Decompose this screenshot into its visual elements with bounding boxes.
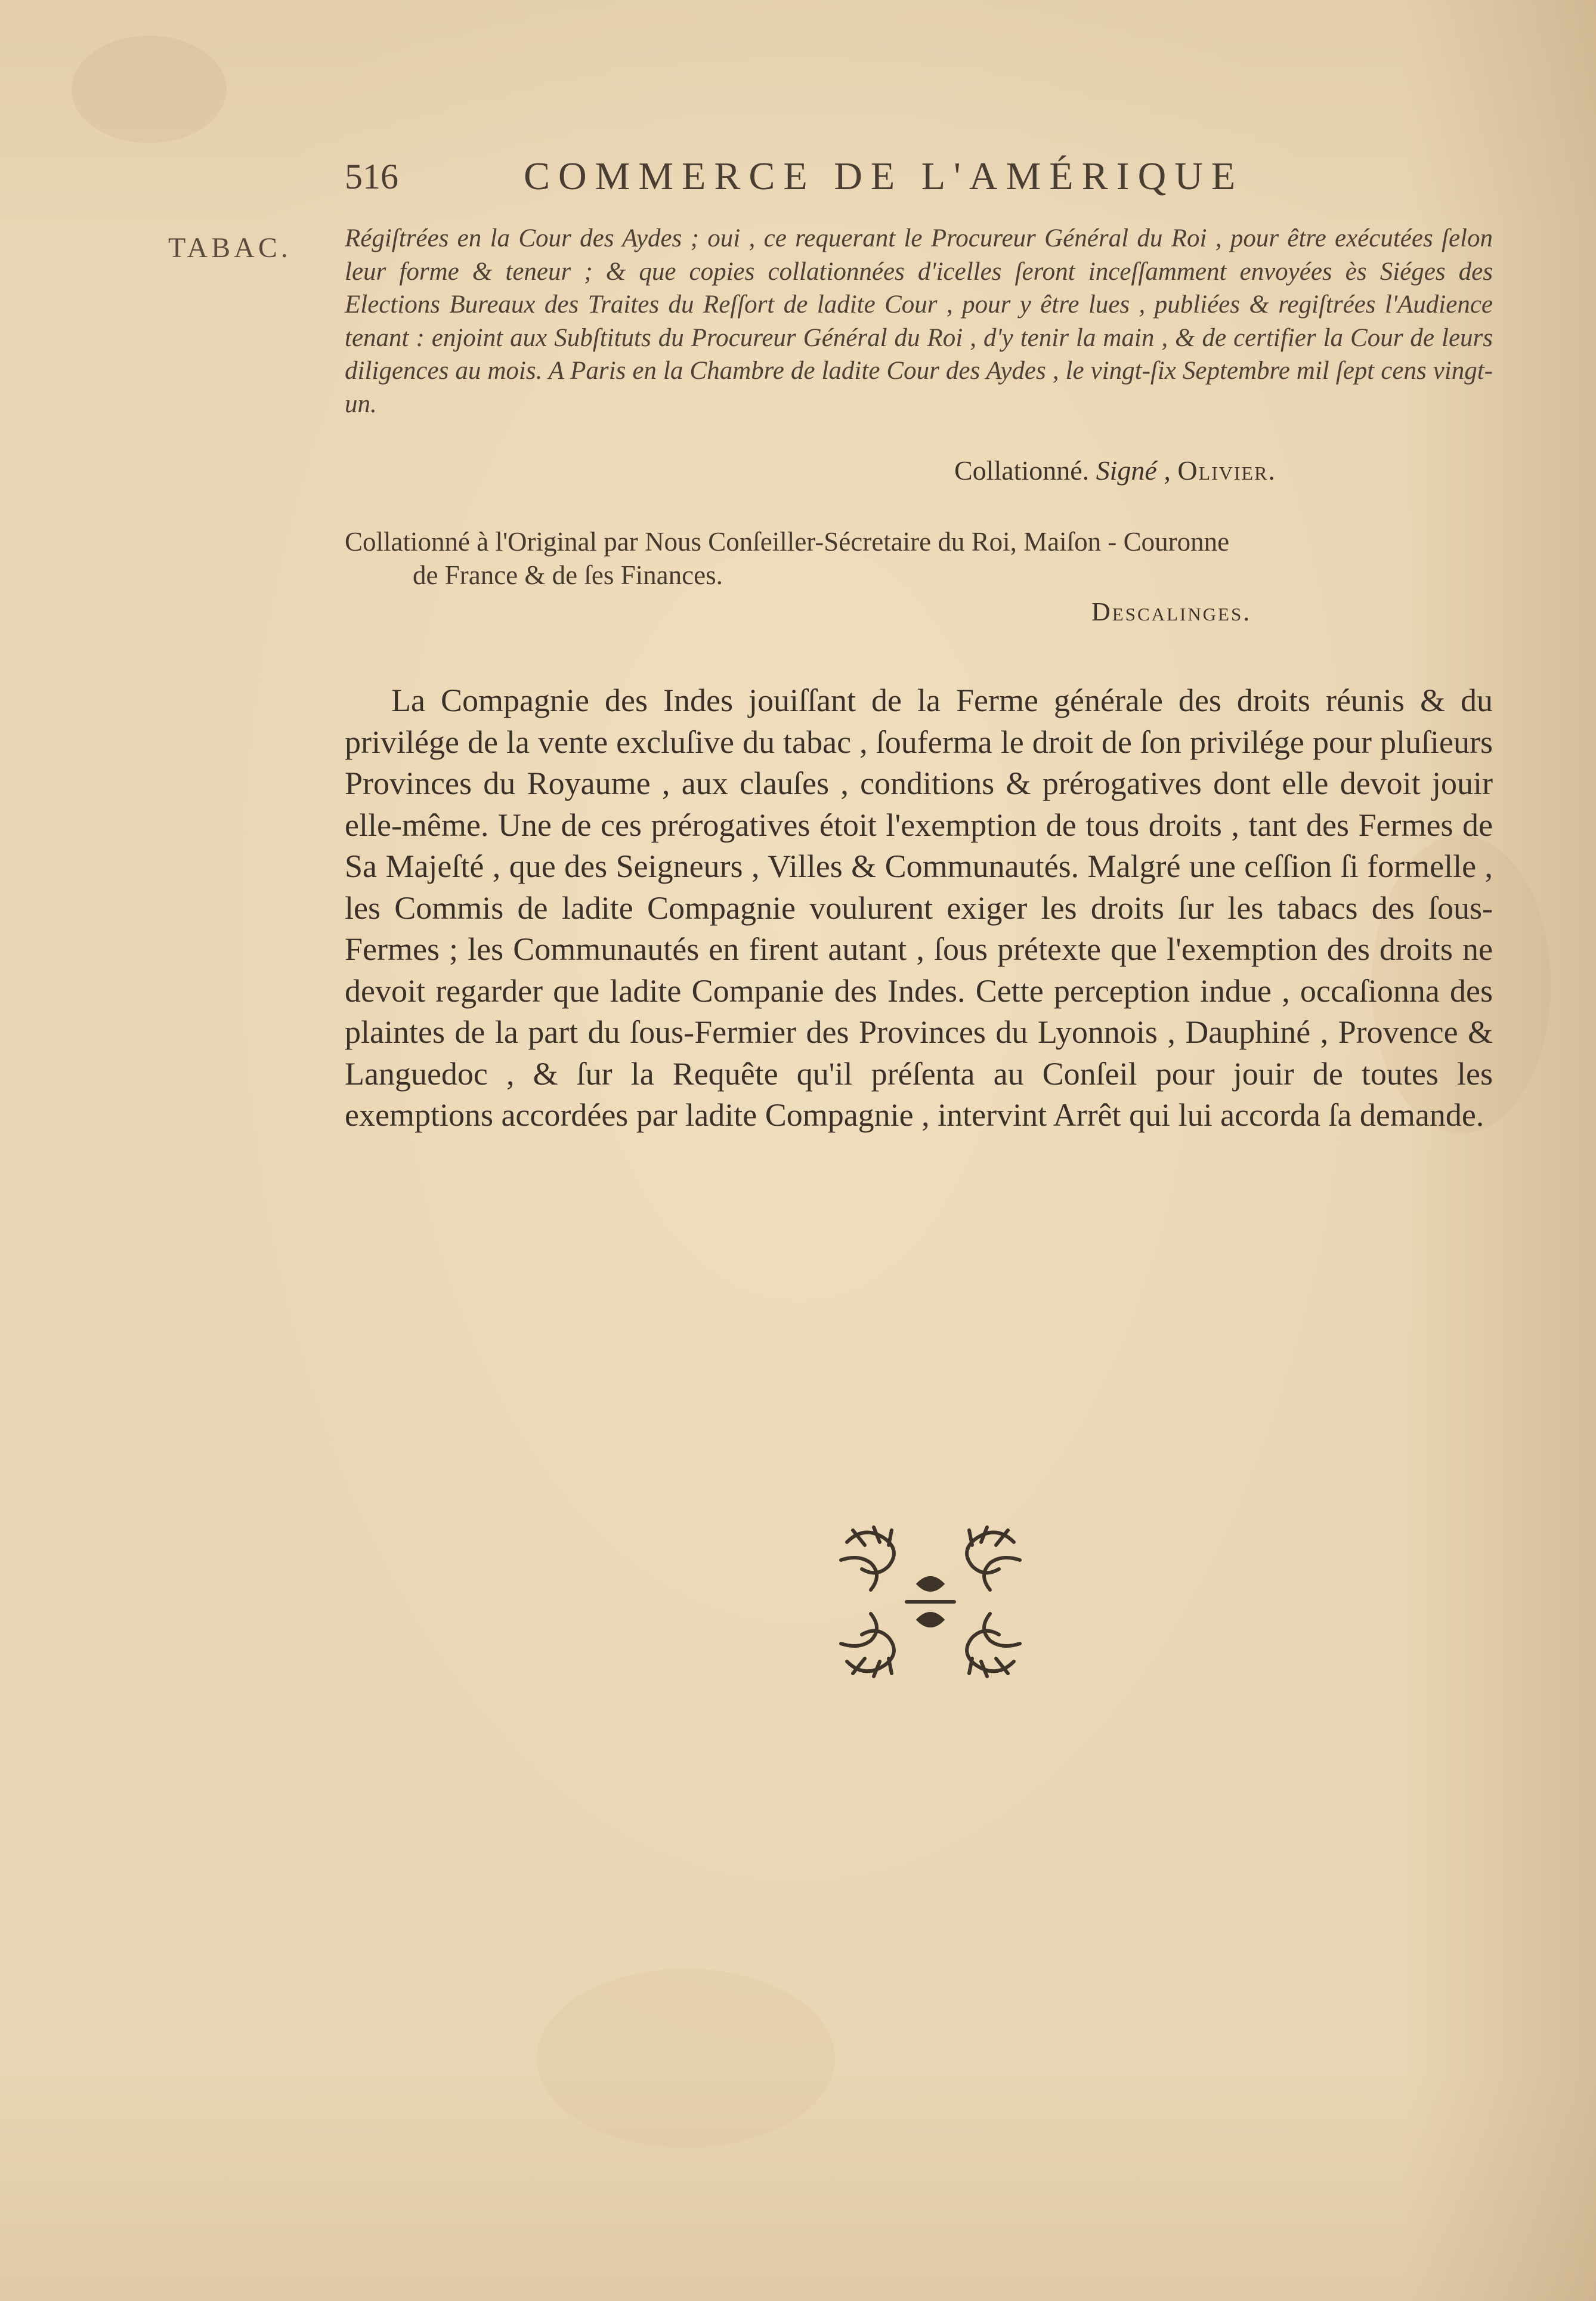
paper-stain <box>537 1969 835 2148</box>
signe-label: Signé , <box>1096 455 1171 486</box>
collation-block <box>345 525 1454 592</box>
fleuron-ornament <box>829 1518 1032 1685</box>
margin-note: TABAC. <box>168 232 292 264</box>
secretary-signature: Descalinges. <box>1091 597 1252 626</box>
collation-line-1: Collationné à l'Original par Nous Conſeiller-Sécretaire du Roi, Maiſon - Couronne <box>345 527 1230 557</box>
running-title: COMMERCE DE L'AMÉRIQUE <box>524 155 1244 198</box>
paper-stain <box>72 36 227 143</box>
page-number: 516 <box>345 157 398 196</box>
signed-line <box>954 455 1276 486</box>
collation-line-2: de France & de ſes Finances. <box>413 560 723 590</box>
registration-text: Régiſtrées en la Cour des Aydes ; oui , ce requerant le Procureur Général du Roi , pour être exécutées ſelon leur forme & teneur ; & que copies collationnées d'icelles ſeront inceſſamment envoyées ès Siéges des Elections Bureaux des Traites du Reſſort de ladite Cour , pour y être lues , publiées & regiſtrées l'Audience tenant : enjoint aux Subſtituts du Procureur Général du Roi , d'y tenir la main , & de certifier la Cour de leurs diligences au mois. A Paris en la Chambre de ladite Cour des Aydes , le vingt-ſix Septembre mil ſept cens vingt-un. <box>345 224 1493 418</box>
main-paragraph: La Compagnie des Indes jouiſſant de la Ferme générale des droits réunis & du privilége de la vente excluſive du tabac , ſouferma le droit de ſon privilége pour pluſieurs Provinces du Royaume , aux clauſes , conditions & prérogatives dont elle devoit jouir elle-même. Une de ces prérogatives étoit l'exemption de tous droits , tant des Fermes de Sa Majeſté , que des Seigneurs , Villes & Communautés. Malgré une ceſſion ſi formelle , les Commis de ladite Compagnie voulurent exiger les droits ſur les tabacs des ſous-Fermes ; les Communautés en firent autant , ſous prétexte que l'exemption des droits ne devoit regarder que ladite Companie des Indes. Cette perception indue , occaſionna des plaintes de la part du ſous-Fermier des Provinces du Lyonnois , Dauphiné , Provence & Languedoc , & ſur la Requête qu'il préſenta au Conſeil pour jouir de toutes les exemptions accordées par ladite Compagnie , intervint Arrêt qui lui accorda ſa demande. <box>345 682 1493 1133</box>
collationne-label: Collationné. <box>954 455 1090 486</box>
signatory-name: Olivier. <box>1177 455 1276 486</box>
